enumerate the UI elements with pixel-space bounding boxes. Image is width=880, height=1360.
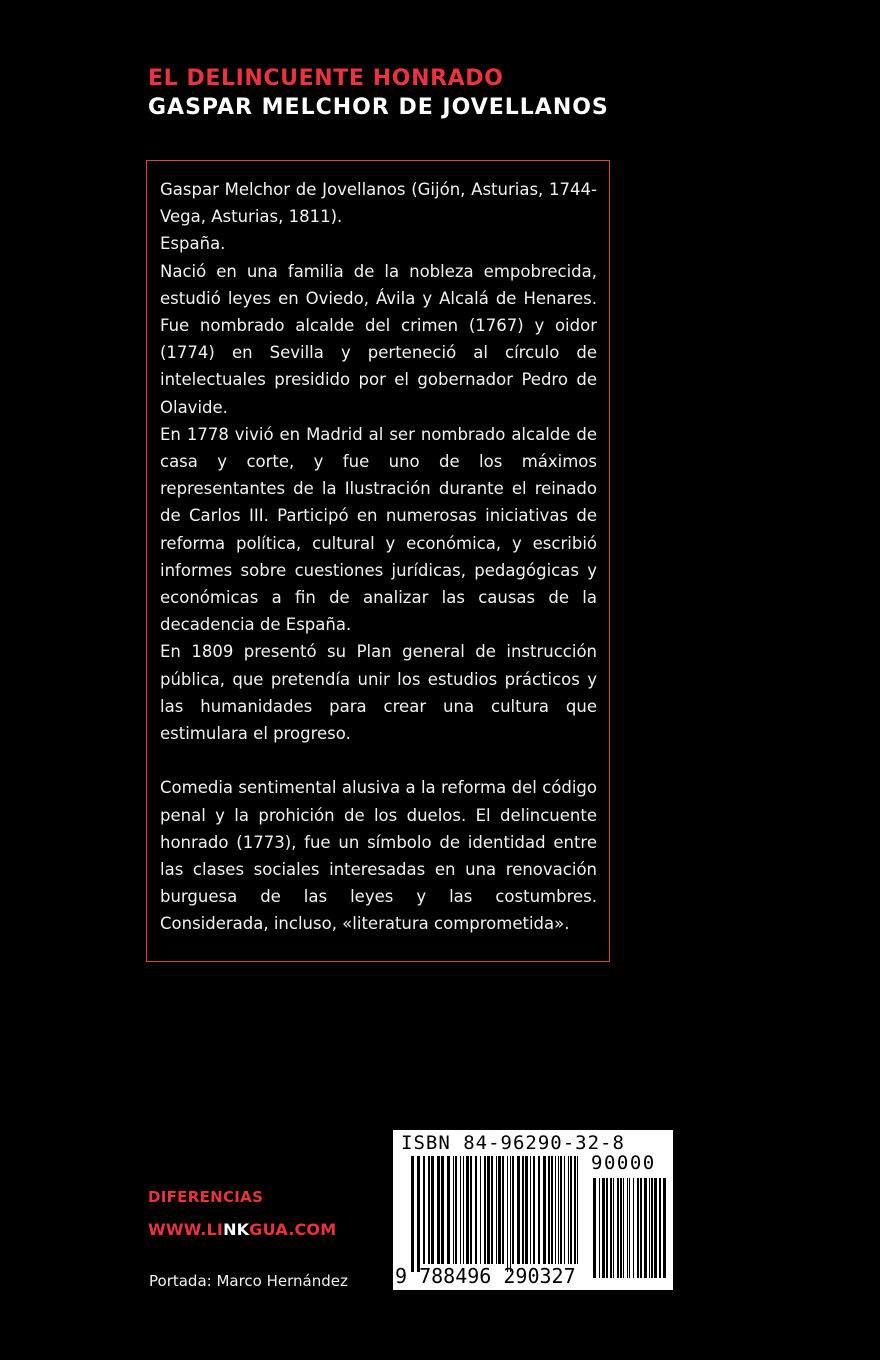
barcode-bar [441, 1156, 444, 1264]
blurb-paragraph-plan: En 1809 presentó su Plan general de instrucción pública, que pretendía unir los estudios prácticos y las humanidades para crear una cultura que estimulara el progreso. [160, 642, 597, 744]
barcode-bar [593, 1178, 596, 1278]
blurb-text [160, 176, 597, 938]
barcode-bar [629, 1178, 630, 1278]
barcode-bar [496, 1156, 497, 1264]
barcode-bar [525, 1156, 528, 1264]
barcode-bar [428, 1156, 430, 1264]
barcode-label [393, 1130, 673, 1290]
barcode-bar [606, 1178, 608, 1278]
barcode-bar [663, 1178, 666, 1278]
blurb-paragraph-country: España. [160, 234, 226, 254]
barcode-bar [484, 1156, 486, 1264]
barcode-bar [637, 1178, 639, 1278]
barcode-bar [620, 1178, 622, 1278]
barcode-bar [491, 1156, 493, 1264]
barcode-bar [543, 1156, 546, 1264]
barcode-bar [453, 1156, 454, 1264]
barcode-bar [659, 1178, 661, 1278]
isbn-text: ISBN 84-96290-32-8 [401, 1132, 625, 1154]
barcode-bar [510, 1156, 511, 1272]
series-name: DIFERENCIAS [148, 1188, 264, 1206]
barcode-bar [644, 1178, 647, 1278]
barcode-bar [551, 1156, 553, 1264]
barcode-bar [437, 1156, 440, 1264]
barcode-bar [475, 1156, 477, 1264]
blurb-paragraph-comedy: Comedia sentimental alusiva a la reforma del código penal y la prohición de los duelos. El delincuente honrado (1773), fue un símbolo de identidad entre las clases sociales interesadas en una renovación burguesa de las leyes y las costumbres. Considerada, incluso, «literatura comprometida». [160, 778, 597, 934]
cover-credit: Portada: Marco Hernández [149, 1272, 348, 1290]
barcode-bar [417, 1156, 420, 1272]
barcode-bar [423, 1156, 425, 1264]
barcode-bar [602, 1178, 605, 1278]
website-suffix: GUA.COM [249, 1220, 337, 1239]
barcode-bar [533, 1156, 535, 1264]
barcode-bar [558, 1156, 559, 1264]
barcode-bar [507, 1156, 508, 1272]
blurb-paragraph-birth: Gaspar Melchor de Jovellanos (Gijón, Asturias, 1744-Vega, Asturias, 1811). [160, 180, 597, 227]
barcode-bar [649, 1178, 650, 1278]
barcode-bar [574, 1156, 576, 1264]
barcode-bar [633, 1178, 634, 1278]
barcode-bar [613, 1178, 614, 1278]
barcode-bar [447, 1156, 450, 1264]
barcode-bar [560, 1156, 562, 1264]
barcode-bar [455, 1156, 457, 1264]
barcode-bar [610, 1178, 612, 1278]
barcode-bar [617, 1178, 619, 1278]
blurb-paragraph-education: Nació en una familia de la nobleza empobrecida, estudió leyes en Oviedo, Ávila y Alcalá de Henares. Fue nombrado alcalde del crimen (1767) y oidor (1774) en Sevilla y perteneció al círculo de intelectuales presidido por el gobernador Pedro de Olavide. [160, 261, 597, 417]
barcode-bar [466, 1156, 469, 1264]
barcode-bar [538, 1156, 540, 1264]
website-mid: NK [223, 1220, 250, 1239]
barcode-bar [460, 1156, 461, 1264]
barcode-bar [522, 1156, 524, 1264]
barcode-bar [599, 1178, 600, 1278]
barcode-bar [470, 1156, 472, 1264]
barcode-bar [564, 1156, 565, 1264]
blurb-paragraph-madrid: En 1778 vivió en Madrid al ser nombrado alcalde de casa y corte, y fue uno de los máximos representantes de la Ilustración durante el reinado de Carlos III. Participó en numerosas iniciativas de reforma política, cultural y económica, y escribió informes sobre cuestiones jurídicas, pedagógicas y económicas a fin de analizar las causas de la decadencia de España. [160, 424, 597, 635]
barcode-bar [517, 1156, 520, 1264]
barcode-bar [623, 1178, 624, 1278]
barcode-bar [530, 1156, 531, 1264]
barcode-bar [512, 1156, 514, 1264]
publisher-website [148, 1220, 336, 1239]
barcode-bar [555, 1156, 556, 1264]
barcode-bar [463, 1156, 464, 1264]
barcode-bar [640, 1178, 642, 1278]
ean-number: 9 788496 290327 [395, 1264, 576, 1288]
website-prefix: WWW.LI [148, 1220, 224, 1239]
barcode-bar [570, 1156, 572, 1264]
book-title: EL DELINCUENTE HONRADO [148, 66, 504, 91]
barcode-bar [487, 1156, 490, 1264]
barcode-bar [411, 1156, 414, 1272]
price-code: 90000 [591, 1152, 656, 1174]
barcode-bar [627, 1178, 628, 1278]
barcode-bar [654, 1178, 657, 1278]
barcode-bar [577, 1156, 578, 1264]
barcode-bar [651, 1178, 653, 1278]
barcode-bar [431, 1156, 434, 1264]
book-author: GASPAR MELCHOR DE JOVELLANOS [148, 95, 609, 120]
barcode-bar [498, 1156, 501, 1264]
barcode-bar [568, 1156, 569, 1264]
barcode-bar [480, 1156, 481, 1264]
barcode-bar [502, 1156, 504, 1264]
barcode-bar [548, 1156, 550, 1264]
